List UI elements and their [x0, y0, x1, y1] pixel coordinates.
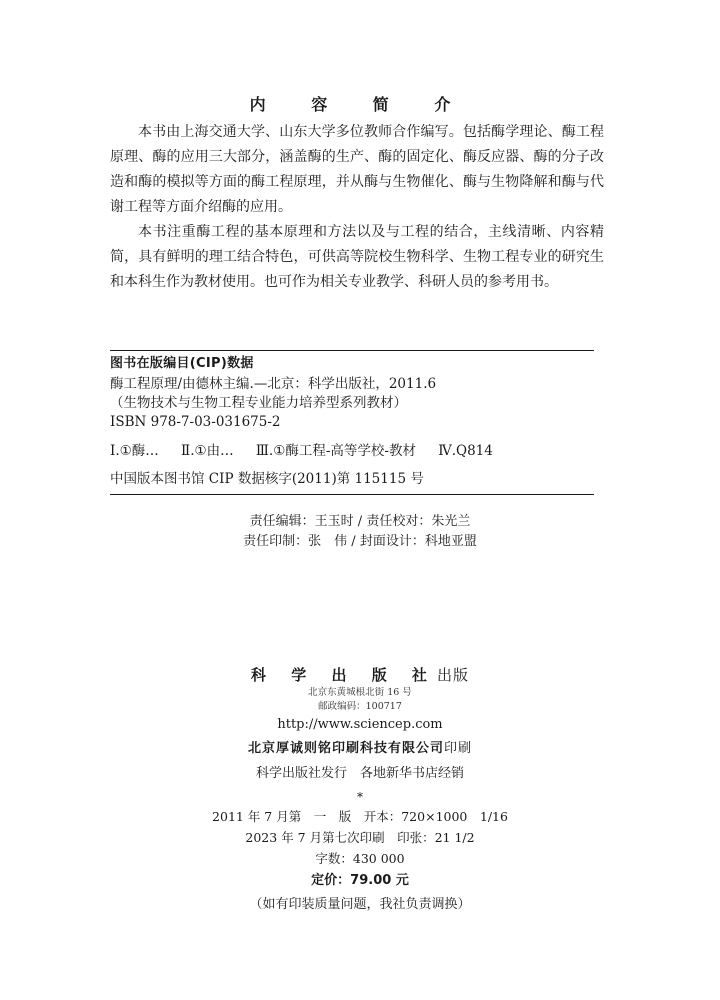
printer-name-suffix: 印刷 [444, 741, 473, 756]
edition-info: 2011 年 7 月第 一 版 开本：720×1000 1/16 [212, 809, 508, 824]
printing-info: 2023 年 7 月第七次印刷 印张：21 1/2 [245, 830, 475, 845]
publisher-postcode: 邮政编码：100717 [318, 701, 402, 712]
summary-body [110, 120, 604, 295]
cip-class-item: Ⅲ.①酶工程-高等学校-教材 [255, 443, 416, 459]
printer-name-text: 北京厚诚则铭印刷科技有限公司 [247, 741, 444, 756]
word-count: 字数：430 000 [315, 851, 405, 866]
publisher-website: http://www.sciencep.com [277, 717, 443, 732]
staff-line: 责任印制：张 伟 / 封面设计：科地亚盟 [243, 534, 477, 549]
staff-line: 责任编辑：王玉时 / 责任校对：朱光兰 [249, 514, 471, 529]
cip-line: （生物技术与生物工程专业能力培养型系列教材） [110, 395, 407, 411]
publisher-info [0, 664, 720, 917]
cip-isbn: ISBN 978-7-03-031675-2 [110, 414, 281, 430]
quality-note: （如有印装质量问题，我社负责调换） [249, 897, 471, 912]
cip-class-item: Ⅳ.Q814 [438, 443, 493, 459]
cip-heading: 图书在版编目(CIP)数据 [110, 356, 254, 371]
publisher-address: 北京东黄城根北街 16 号 [308, 687, 412, 698]
publisher-name-suffix: 出版 [436, 666, 469, 684]
summary-paragraph: 本书由上海交通大学、山东大学多位教师合作编写。包括酶学理论、酶工程原理、酶的应用三大部分，涵盖酶的生产、酶的固定化、酶反应器、酶的分子改造和酶的模拟等方面的酶工程原理，并从酶与生物催化、酶与生物降解和酶与代谢工程等方面介绍酶的应用。 [110, 124, 604, 215]
editorial-staff [0, 512, 720, 552]
cip-line: 酶工程原理/由德林主编.—北京：科学出版社，2011.6 [110, 376, 437, 392]
cip-class-item: Ⅱ.①由… [181, 443, 234, 459]
publisher-name [0, 664, 720, 686]
summary-title: 内 容 简 介 [249, 95, 471, 114]
separator-star: * [357, 790, 363, 804]
cip-classification [110, 440, 594, 462]
cip-data-block [110, 350, 594, 495]
price: 定价：79.00 元 [311, 873, 409, 888]
cip-verification-number: 中国版本图书馆 CIP 数据核字(2011)第 115115 号 [110, 471, 424, 487]
publisher-name-text: 科 学 出 版 社 [251, 666, 437, 684]
printer-name [0, 736, 720, 762]
cip-class-item: Ⅰ.①酶… [110, 443, 159, 459]
distribution-info: 科学出版社发行 各地新华书店经销 [255, 766, 464, 781]
summary-paragraph: 本书注重酶工程的基本原理和方法以及与工程的结合，主线清晰、内容精简，具有鲜明的理工结合特色，可供高等院校生物科学、生物工程专业的研究生和本科生作为教材使用。也可作为相关专业教学、科研人员的参考用书。 [110, 224, 604, 290]
